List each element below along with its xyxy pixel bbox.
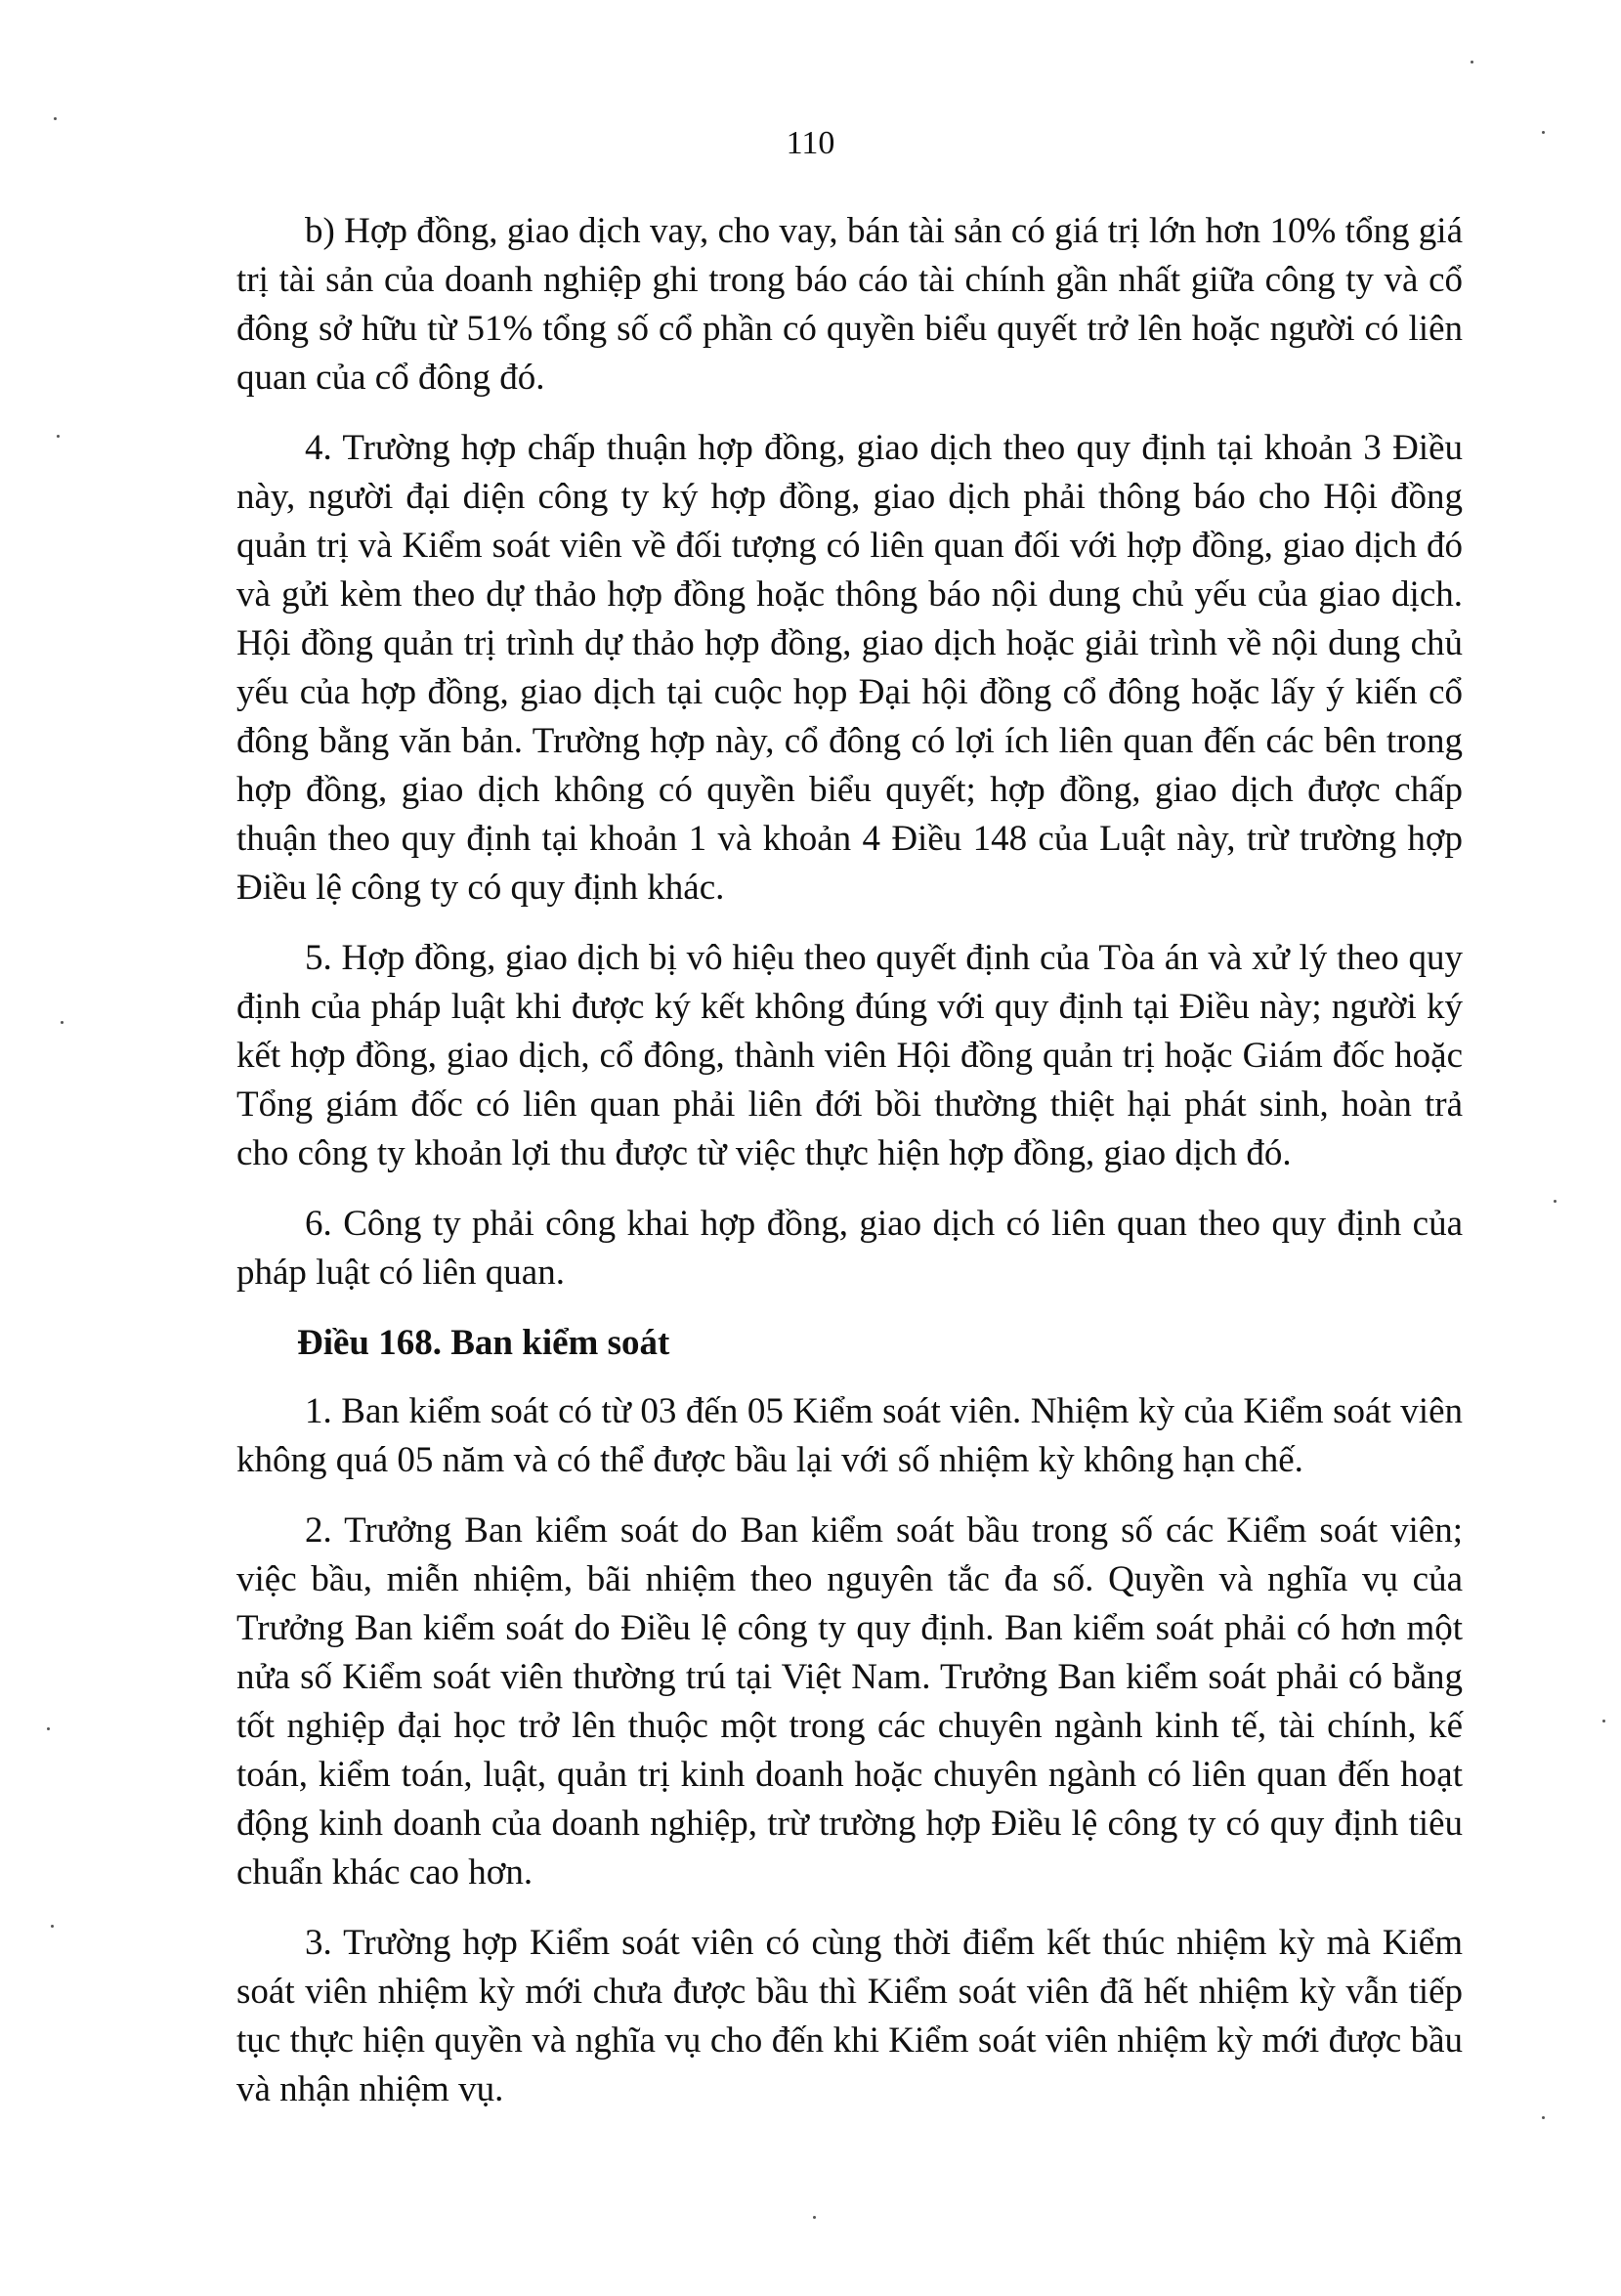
article-168-clause-1: 1. Ban kiểm soát có từ 03 đến 05 Kiểm soát viên. Nhiệm kỳ của Kiểm soát viên không quá 05 năm và có thể được bầu lại với số nhiệm kỳ không hạn chế. xyxy=(236,1391,1463,1480)
scan-speck xyxy=(1471,61,1473,64)
article-168-heading: Điều 168. Ban kiểm soát xyxy=(297,1323,670,1363)
scan-speck xyxy=(61,1021,64,1024)
scan-speck xyxy=(1542,131,1545,134)
article-168-clause-2: 2. Trưởng Ban kiểm soát do Ban kiểm soát bầu trong số các Kiểm soát viên; việc bầu, miễn nhiệm, bãi nhiệm theo nguyên tắc đa số. Quyền và nghĩa vụ của Trưởng Ban kiểm soát do Điều lệ công ty quy định. Ban kiểm soát phải có hơn một nửa số Kiểm soát viên thường trú tại Việt Nam. Trưởng Ban kiểm soát phải có bằng tốt nghiệp đại học trở lên thuộc một trong các chuyên ngành kinh tế, tài chính, kế toán, kiểm toán, luật, quản trị kinh doanh hoặc chuyên ngành có liên quan đến hoạt động kinh doanh của doanh nghiệp, trừ trường hợp Điều lệ công ty có quy định tiêu chuẩn khác cao hơn. xyxy=(236,1510,1463,1892)
scan-speck xyxy=(51,1925,54,1928)
paragraph-6: 6. Công ty phải công khai hợp đồng, giao dịch có liên quan theo quy định của pháp luật có liên quan. xyxy=(236,1204,1463,1293)
scan-speck xyxy=(813,2216,816,2219)
scan-speck xyxy=(1602,1720,1605,1722)
paragraph-b: b) Hợp đồng, giao dịch vay, cho vay, bán tài sản có giá trị lớn hơn 10% tổng giá trị tài sản của doanh nghiệp ghi trong báo cáo tài chính gần nhất giữa công ty và cổ đông sở hữu từ 51% tổng số cổ phần có quyền biểu quyết trở lên hoặc người có liên quan của cổ đông đó. xyxy=(236,211,1463,398)
scan-speck xyxy=(57,435,60,438)
paragraph-4: 4. Trường hợp chấp thuận hợp đồng, giao dịch theo quy định tại khoản 3 Điều này, người đại diện công ty ký hợp đồng, giao dịch phải thông báo cho Hội đồng quản trị và Kiểm soát viên về đối tượng có liên quan đối với hợp đồng, giao dịch đó và gửi kèm theo dự thảo hợp đồng hoặc thông báo nội dung chủ yếu của giao dịch. Hội đồng quản trị trình dự thảo hợp đồng, giao dịch hoặc giải trình về nội dung chủ yếu của hợp đồng, giao dịch tại cuộc họp Đại hội đồng cổ đông hoặc lấy ý kiến cổ đông bằng văn bản. Trường hợp này, cổ đông có lợi ích liên quan đến các bên trong hợp đồng, giao dịch không có quyền biểu quyết; hợp đồng, giao dịch được chấp thuận theo quy định tại khoản 1 và khoản 4 Điều 148 của Luật này, trừ trường hợp Điều lệ công ty có quy định khác. xyxy=(236,428,1463,908)
scan-speck xyxy=(47,1727,50,1730)
document-body xyxy=(236,207,1463,2136)
page-number: 110 xyxy=(786,125,835,161)
scan-speck xyxy=(1542,2116,1545,2119)
scan-speck xyxy=(1554,1200,1557,1203)
article-168-clause-3: 3. Trường hợp Kiểm soát viên có cùng thời điểm kết thúc nhiệm kỳ mà Kiểm soát viên nhiệm kỳ mới chưa được bầu thì Kiểm soát viên đã hết nhiệm kỳ vẫn tiếp tục thực hiện quyền và nghĩa vụ cho đến khi Kiểm soát viên nhiệm kỳ mới được bầu và nhận nhiệm vụ. xyxy=(236,1923,1463,2109)
scan-speck xyxy=(54,117,57,120)
paragraph-5: 5. Hợp đồng, giao dịch bị vô hiệu theo quyết định của Tòa án và xử lý theo quy định của pháp luật khi được ký kết không đúng với quy định tại Điều này; người ký kết hợp đồng, giao dịch, cổ đông, thành viên Hội đồng quản trị hoặc Giám đốc hoặc Tổng giám đốc có liên quan phải liên đới bồi thường thiệt hại phát sinh, hoàn trả cho công ty khoản lợi thu được từ việc thực hiện hợp đồng, giao dịch đó. xyxy=(236,938,1463,1173)
